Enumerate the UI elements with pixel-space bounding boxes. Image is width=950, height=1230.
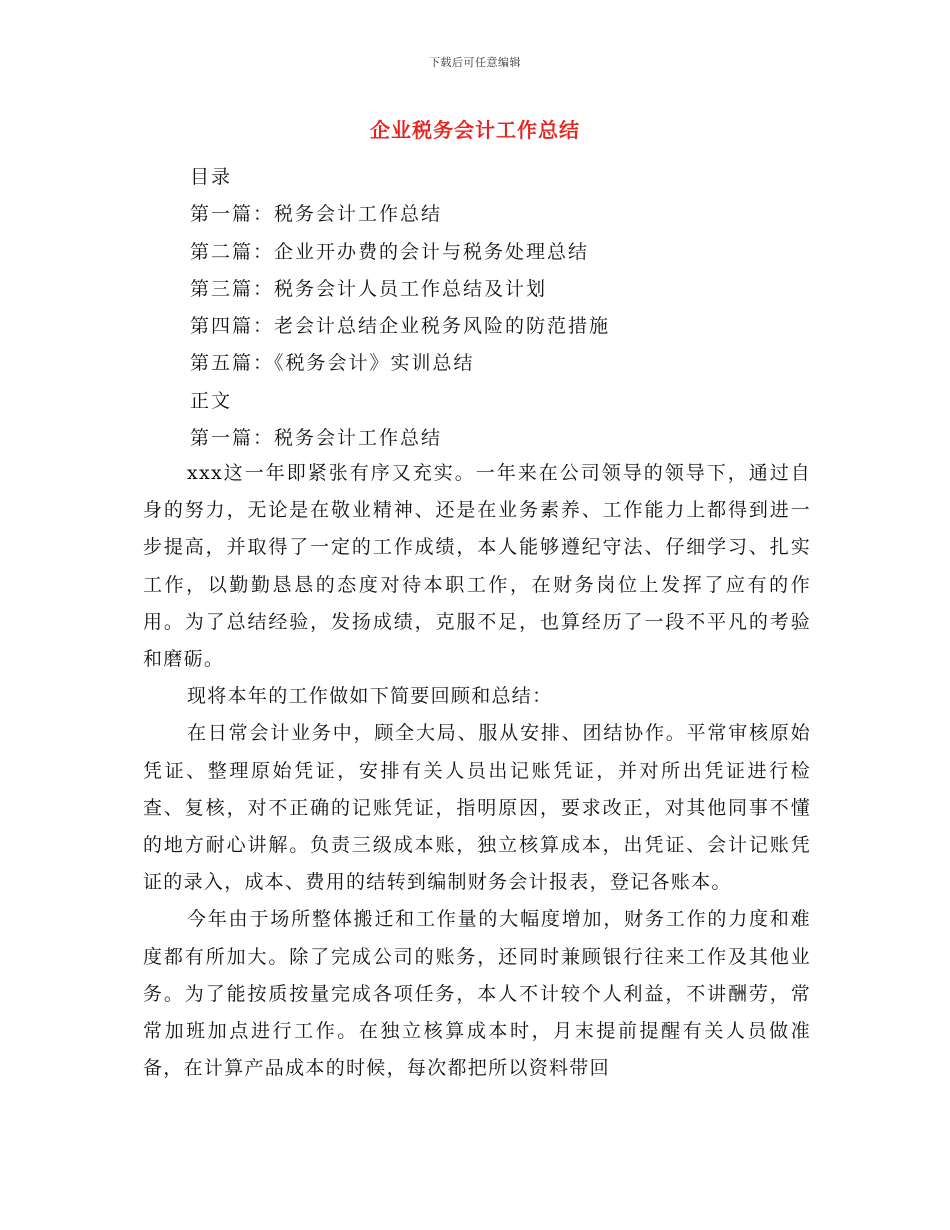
body-heading: 正文 [190, 389, 233, 412]
toc-item: 第一篇：税务会计工作总结 [190, 203, 443, 226]
toc-heading: 目录 [190, 166, 233, 188]
toc-item: 第四篇：老会计总结企业税务风险的防范措施 [190, 315, 611, 338]
table-of-contents [190, 159, 850, 457]
paragraph: 今年由于场所整体搬迁和工作量的大幅度增加，财务工作的力度和难度都有所加大。除了完成公司的账务，还同时兼顾银行往来工作及其他业务。为了能按质按量完成各项任务，本人不计较个人利益，不讲酬劳，常常加班加点进行工作。在独立核算成本时，月末提前提醒有关人员做准备，在计算产品成本的时候，每次都把所以资料带回 [143, 908, 811, 1080]
toc-item: 第五篇：《税务会计》实训总结 [190, 352, 475, 375]
toc-item: 第三篇：税务会计人员工作总结及计划 [190, 277, 548, 300]
document-title: 企业税务会计工作总结 [370, 118, 580, 142]
body-text [143, 455, 811, 1087]
header-note: 下载后可任意编辑 [429, 56, 521, 69]
paragraph: 现将本年的工作做如下简要回顾和总结： [187, 685, 553, 708]
toc-item: 第二篇：企业开办费的会计与税务处理总结 [190, 240, 590, 263]
section-heading: 第一篇：税务会计工作总结 [190, 427, 443, 450]
paragraph: 在日常会计业务中，顾全大局、服从安排、团结协作。平常审核原始凭证、整理原始凭证，安排有关人员出记账凭证，并对所出凭证进行检查、复核，对不正确的记账凭证，指明原因，要求改正，对其他同事不懂的地方耐心讲解。负责三级成本账，独立核算成本，出凭证、会计记账凭证的录入，成本、费用的结转到编制财务会计报表，登记各账本。 [143, 722, 811, 894]
paragraph: xxx这一年即紧张有序又充实。一年来在公司领导的领导下，通过自身的努力，无论是在敬业精神、还是在业务素养、工作能力上都得到进一步提高，并取得了一定的工作成绩，本人能够遵纪守法、仔细学习、扎实工作，以勤勤恳恳的态度对待本职工作，在财务岗位上发挥了应有的作用。为了总结经验，发扬成绩，克服不足，也算经历了一段不平凡的考验和磨砺。 [143, 462, 811, 671]
